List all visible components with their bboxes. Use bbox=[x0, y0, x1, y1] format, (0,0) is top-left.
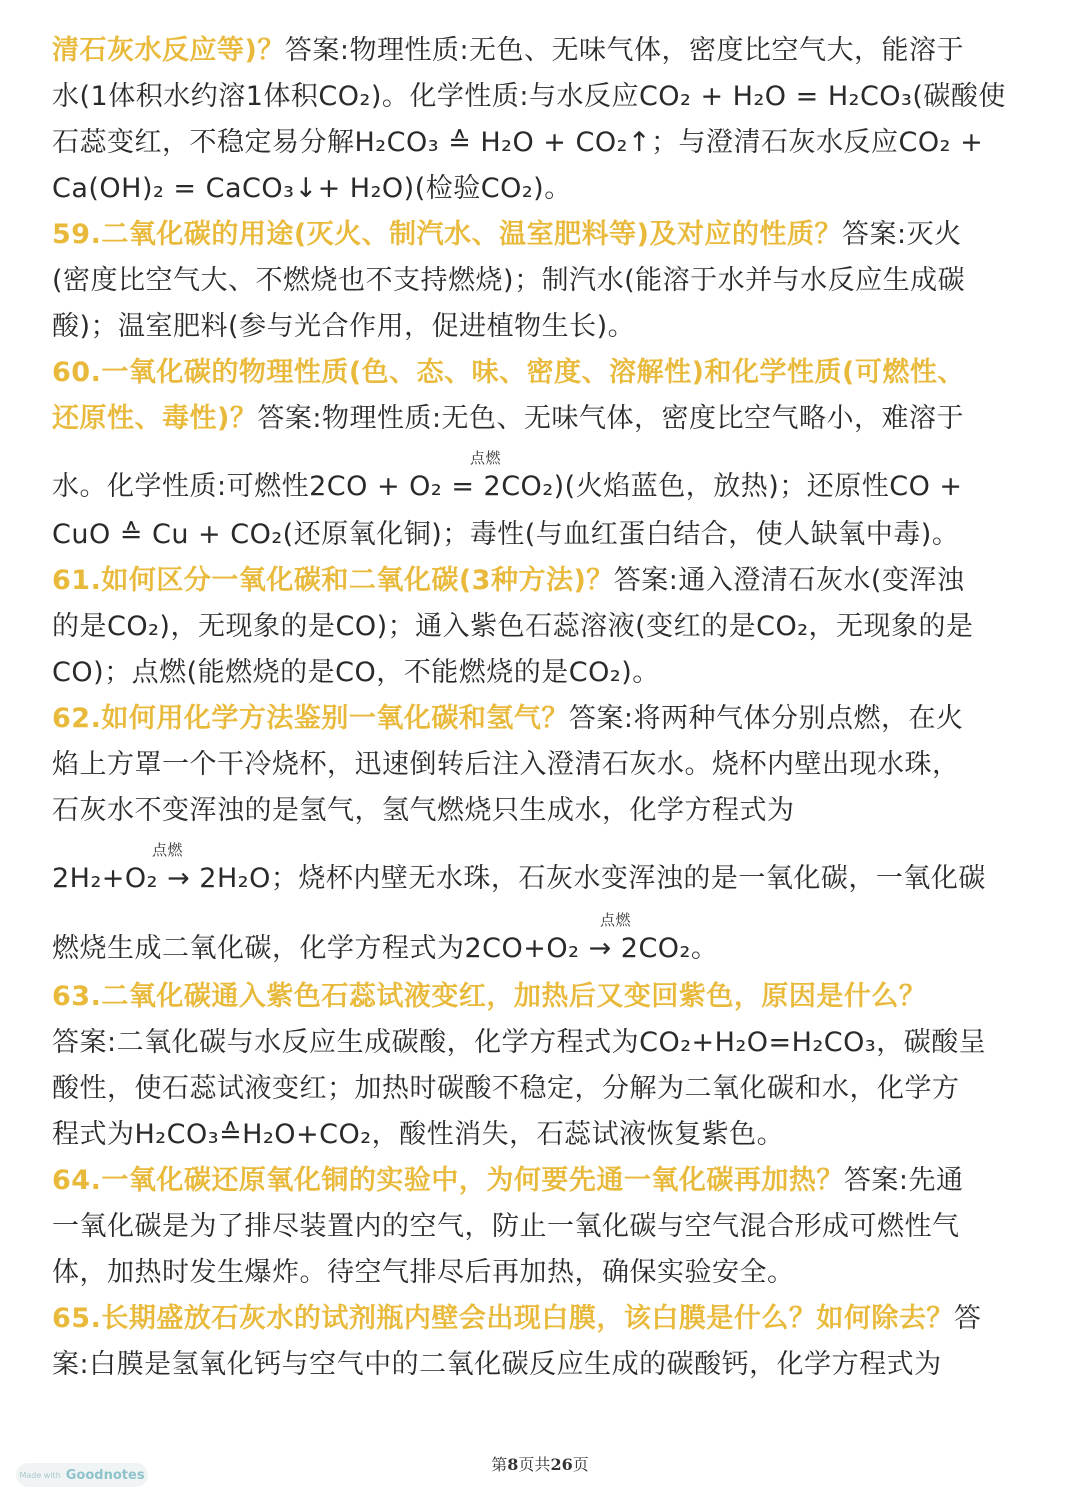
text-line bbox=[52, 558, 1032, 604]
text-line bbox=[52, 74, 1032, 120]
text-line bbox=[52, 212, 1032, 258]
text-line bbox=[52, 166, 1032, 212]
question-text: 还原性、毒性)？ bbox=[52, 403, 258, 434]
answer-text: 焰上方罩一个干冷烧杯，迅速倒转后注入澄清石灰水。烧杯内壁出现水珠， bbox=[52, 749, 960, 780]
answer-text: 燃烧生成二氧化碳，化学方程式为2CO+O₂ → 2CO₂。 bbox=[52, 933, 719, 964]
text-line bbox=[52, 1342, 1032, 1388]
made-with-text: Made with bbox=[19, 1470, 61, 1480]
text-line bbox=[52, 1204, 1032, 1250]
answer-text: 水(1体积水约溶1体积CO₂)。化学性质:与水反应CO₂ + H₂O = H₂CO₃(碳酸使 bbox=[52, 81, 1006, 112]
text-line bbox=[52, 742, 1032, 788]
goodnotes-watermark bbox=[16, 1463, 148, 1487]
answer-text: 答案:将两种气体分别点燃，在火 bbox=[568, 703, 964, 734]
answer-text: 2H₂+O₂ → 2H₂O；烧杯内壁无水珠，石灰水变浑浊的是一氧化碳，一氧化碳 bbox=[52, 863, 986, 894]
text-line bbox=[52, 604, 1032, 650]
question-text: 60.一氧化碳的物理性质(色、态、味、密度、溶解性)和化学性质(可燃性、 bbox=[52, 357, 965, 388]
text-line bbox=[52, 350, 1032, 396]
text-line bbox=[52, 974, 1032, 1020]
document-page bbox=[52, 28, 1032, 1388]
text-line bbox=[52, 788, 1032, 834]
answer-text: 答案:先通 bbox=[843, 1165, 964, 1196]
text-line bbox=[52, 120, 1032, 166]
text-line bbox=[52, 442, 1032, 512]
reaction-condition-label: 点燃 bbox=[600, 911, 632, 929]
text-line bbox=[52, 834, 1032, 904]
answer-text: 一氧化碳是为了排尽装置内的空气，防止一氧化碳与空气混合形成可燃性气 bbox=[52, 1211, 960, 1242]
text-line bbox=[52, 1296, 1032, 1342]
page-number-footer bbox=[0, 1452, 1080, 1475]
text-line bbox=[52, 1020, 1032, 1066]
question-text: 62.如何用化学方法鉴别一氧化碳和氢气？ bbox=[52, 703, 569, 734]
question-text: 65.长期盛放石灰水的试剂瓶内壁会出现白膜，该白膜是什么？如何除去？ bbox=[52, 1303, 954, 1334]
answer-text: 答案:灭火 bbox=[842, 219, 962, 250]
text-line bbox=[52, 696, 1032, 742]
answer-text: 答 bbox=[953, 1303, 982, 1334]
reaction-condition-label: 点燃 bbox=[470, 449, 502, 467]
goodnotes-brand-text: Goodnotes bbox=[65, 1467, 145, 1483]
answer-text: 答案:物理性质:无色、无味气体，密度比空气略小，难溶于 bbox=[257, 403, 965, 434]
answer-text: 答案:二氧化碳与水反应生成碳酸，化学方程式为CO₂+H₂O=H₂CO₃，碳酸呈 bbox=[52, 1027, 987, 1058]
text-line bbox=[52, 512, 1032, 558]
text-line bbox=[52, 258, 1032, 304]
answer-text: 水。化学性质:可燃性2CO + O₂ = 2CO₂)(火焰蓝色，放热)；还原性CO + bbox=[52, 471, 963, 502]
footer-mid: 页共 bbox=[518, 1455, 551, 1474]
answer-text: Ca(OH)₂ = CaCO₃↓+ H₂O)(检验CO₂)。 bbox=[52, 173, 572, 204]
answer-text: CO)；点燃(能燃烧的是CO，不能燃烧的是CO₂)。 bbox=[52, 657, 660, 688]
question-text: 59.二氧化碳的用途(灭火、制汽水、温室肥料等)及对应的性质？ bbox=[52, 219, 843, 250]
answer-text: 酸)；温室肥料(参与光合作用，促进植物生长)。 bbox=[52, 311, 636, 342]
text-line bbox=[52, 28, 1032, 74]
text-line bbox=[52, 1158, 1032, 1204]
answer-text: 的是CO₂)，无现象的是CO)；通入紫色石蕊溶液(变红的是CO₂，无现象的是 bbox=[52, 611, 974, 642]
answer-text: 答案:物理性质:无色、无味气体，密度比空气大，能溶于 bbox=[284, 35, 965, 66]
text-line bbox=[52, 1250, 1032, 1296]
text-line bbox=[52, 304, 1032, 350]
reaction-condition-label: 点燃 bbox=[152, 841, 184, 859]
text-line bbox=[52, 1066, 1032, 1112]
answer-text: 酸性，使石蕊试液变红；加热时碳酸不稳定，分解为二氧化碳和水，化学方 bbox=[52, 1073, 960, 1104]
answer-text: 案:白膜是氢氧化钙与空气中的二氧化碳反应生成的碳酸钙，化学方程式为 bbox=[52, 1349, 942, 1380]
total-page-number: 26 bbox=[550, 1455, 573, 1474]
text-line bbox=[52, 904, 1032, 974]
answer-text: 体，加热时发生爆炸。待空气排尽后再加热，确保实验安全。 bbox=[52, 1257, 795, 1288]
text-line bbox=[52, 396, 1032, 442]
text-line bbox=[52, 650, 1032, 696]
question-text: 61.如何区分一氧化碳和二氧化碳(3种方法)？ bbox=[52, 565, 614, 596]
answer-text: CuO ≙ Cu + CO₂(还原氧化铜)；毒性(与血红蛋白结合，使人缺氧中毒)。 bbox=[52, 519, 960, 550]
answer-text: 石灰水不变浑浊的是氢气，氢气燃烧只生成水，化学方程式为 bbox=[52, 795, 795, 826]
current-page-number: 8 bbox=[507, 1455, 519, 1474]
text-line bbox=[52, 1112, 1032, 1158]
question-text: 63.二氧化碳通入紫色石蕊试液变红，加热后又变回紫色，原因是什么？ bbox=[52, 981, 927, 1012]
answer-text: 程式为H₂CO₃≙H₂O+CO₂，酸性消失，石蕊试液恢复紫色。 bbox=[52, 1119, 785, 1150]
question-text: 64.一氧化碳还原氧化铜的实验中，为何要先通一氧化碳再加热？ bbox=[52, 1165, 844, 1196]
answer-text: (密度比空气大、不燃烧也不支持燃烧)；制汽水(能溶于水并与水反应生成碳 bbox=[52, 265, 966, 296]
answer-text: 答案:通入澄清石灰水(变浑浊 bbox=[613, 565, 965, 596]
answer-text: 石蕊变红，不稳定易分解H₂CO₃ ≙ H₂O + CO₂↑；与澄清石灰水反应CO₂ + bbox=[52, 127, 984, 158]
question-text: 清石灰水反应等)？ bbox=[52, 35, 285, 66]
footer-prefix: 第 bbox=[491, 1455, 508, 1474]
footer-suffix: 页 bbox=[572, 1455, 589, 1474]
